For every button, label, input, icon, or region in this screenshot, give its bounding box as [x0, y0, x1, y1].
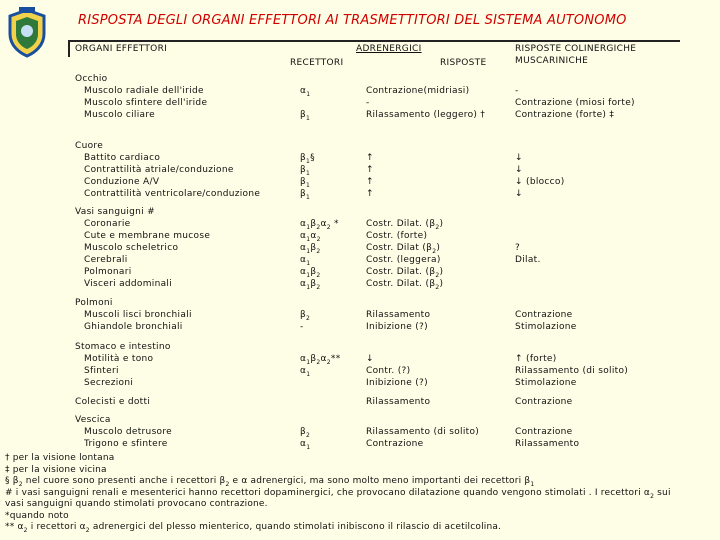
header-colinergiche: RISPOSTE COLINERGICHE — [515, 44, 637, 54]
footnote: ** $\alpha_2$ i recettori $\alpha_2$ adrenergici del plesso mienterico, quando stimolati inibiscono il rilascio di acetilcolina. — [5, 522, 502, 534]
table-left-rule — [68, 40, 70, 57]
occhio-col-cell: Contrazione (miosi forte) — [515, 98, 635, 108]
cuore-col-cell: ↓ — [515, 165, 523, 175]
vescica-rec-cell: $\alpha_1$ — [300, 439, 311, 451]
cuore-col-cell: ↓ — [515, 189, 523, 199]
occhio-col-cell: - — [515, 86, 519, 96]
vasi-organ-cell: Cute e membrane mucose — [84, 231, 211, 241]
colecisti-col-cell: Contrazione — [515, 397, 573, 407]
vescica-col-cell: Rilassamento — [515, 439, 580, 449]
stomaco-rec-cell: $\alpha_1$ — [300, 366, 311, 378]
polmoni-col-cell: Contrazione — [515, 310, 573, 320]
vasi-organ-cell: Cerebrali — [84, 255, 128, 265]
university-crest-icon — [4, 6, 50, 58]
stomaco-organ-cell: Motilità e tono — [84, 354, 154, 364]
polmoni-organ-cell: Muscoli lisci bronchiali — [84, 310, 192, 320]
footnote: # i vasi sanguigni renali e mesenterici hanno recettori dopaminergici, che provocano dilatazione quando vengono stimolati . I recettori $\alpha_2$ sui — [5, 487, 671, 500]
cuore-col-cell: ↓ — [515, 153, 523, 163]
vasi-organ-cell: Vasi sanguigni # — [75, 207, 155, 217]
polmoni-rec-cell: - — [300, 322, 304, 332]
polmoni-risp-cell: Inibizione (?) — [366, 322, 428, 332]
header-organi: ORGANI EFFETTORI — [75, 44, 168, 54]
cuore-rec-cell: $\beta_1$ — [300, 189, 311, 201]
vasi-risp-cell: Costr. Dilat. $(\beta_2)$ — [366, 279, 444, 291]
footnote: *quando noto — [5, 510, 69, 521]
vasi-rec-cell: $\alpha_1\beta_2$ — [300, 267, 321, 279]
cuore-col-cell: ↓ (blocco) — [515, 177, 565, 187]
vasi-col-cell: Dilat. — [515, 255, 541, 265]
vasi-risp-cell: Costr. (leggera) — [366, 255, 441, 265]
occhio-rec-cell: $\beta_1$ — [300, 110, 311, 122]
vescica-risp-cell: Rilassamento (di solito) — [366, 427, 480, 437]
polmoni-rec-cell: $\beta_2$ — [300, 310, 311, 322]
vasi-rec-cell: $\alpha_1\beta_2$ — [300, 243, 321, 255]
footnote: vasi sanguigni quando stimolati provocano contrazione. — [5, 499, 268, 509]
cuore-rec-cell: $\beta_1$ — [300, 165, 311, 177]
vasi-risp-cell: Costr. Dilat. $(\beta_2)$ — [366, 267, 444, 279]
polmoni-organ-cell: Polmoni — [75, 298, 113, 308]
cuore-rec-cell: $\beta_1\S$ — [300, 153, 315, 165]
polmoni-organ-cell: Ghiandole bronchiali — [84, 322, 183, 332]
polmoni-risp-cell: Rilassamento — [366, 310, 431, 320]
vasi-organ-cell: Polmonari — [84, 267, 132, 277]
footnote: § $\beta_2$ nel cuore sono presenti anche i recettori $\beta_2$ e α adrenergici, ma sono molto meno importanti dei recettori $\beta_1$ — [5, 476, 535, 488]
cuore-organ-cell: Cuore — [75, 141, 104, 151]
footnote: ‡ per la visione vicina — [5, 464, 107, 475]
vasi-rec-cell: $\alpha_1\beta_2$ — [300, 279, 321, 291]
occhio-risp-cell: Rilassamento (leggero) † — [366, 110, 486, 120]
cuore-risp-cell: ↑ — [366, 153, 374, 163]
vasi-organ-cell: Muscolo scheletrico — [84, 243, 179, 253]
occhio-organ-cell: Muscolo sfintere dell'iride — [84, 98, 208, 108]
vescica-organ-cell: Vescica — [75, 415, 111, 425]
stomaco-risp-cell: ↓ — [366, 354, 374, 364]
occhio-rec-cell: $\alpha_1$ — [300, 86, 311, 98]
vasi-risp-cell: Costr. Dilat. $(\beta_2)$ — [366, 219, 444, 231]
header-recettori: RECETTORI — [290, 58, 344, 68]
occhio-risp-cell: Contrazione(midriasi) — [366, 86, 470, 96]
vasi-risp-cell: Costr. (forte) — [366, 231, 428, 241]
vasi-col-cell: ? — [515, 243, 521, 253]
stomaco-organ-cell: Secrezioni — [84, 378, 134, 388]
stomaco-col-cell: Rilassamento (di solito) — [515, 366, 629, 376]
table-top-rule — [68, 40, 680, 42]
stomaco-col-cell: ↑ (forte) — [515, 354, 557, 364]
vasi-rec-cell: $\alpha_1$ — [300, 255, 311, 267]
page-title: RISPOSTA DEGLI ORGANI EFFETTORI AI TRASMETTITORI DEL SISTEMA AUTONOMO — [78, 13, 627, 28]
vasi-organ-cell: Visceri addominali — [84, 279, 173, 289]
header-adrenergici: ADRENERGICI — [356, 44, 422, 54]
occhio-col-cell: Contrazione (forte) ‡ — [515, 110, 615, 120]
polmoni-col-cell: Stimolazione — [515, 322, 577, 332]
vasi-rec-cell: $\alpha_1\alpha_2$ — [300, 231, 321, 243]
stomaco-risp-cell: Inibizione (?) — [366, 378, 428, 388]
cuore-organ-cell: Contrattilità ventricolare/conduzione — [84, 189, 261, 199]
colecisti-risp-cell: Rilassamento — [366, 397, 431, 407]
occhio-organ-cell: Muscolo ciliare — [84, 110, 155, 120]
stomaco-col-cell: Stimolazione — [515, 378, 577, 388]
occhio-organ-cell: Muscolo radiale dell'iride — [84, 86, 204, 96]
cuore-organ-cell: Conduzione A/V — [84, 177, 160, 187]
colecisti-organ-cell: Colecisti e dotti — [75, 397, 151, 407]
vasi-organ-cell: Coronarie — [84, 219, 131, 229]
vescica-organ-cell: Trigono e sfintere — [84, 439, 168, 449]
cuore-organ-cell: Contrattilità atriale/conduzione — [84, 165, 234, 175]
vescica-col-cell: Contrazione — [515, 427, 573, 437]
header-muscariniche: MUSCARINICHE — [515, 56, 589, 66]
vescica-rec-cell: $\beta_2$ — [300, 427, 311, 439]
stomaco-rec-cell: $\alpha_1\beta_2\alpha_2**$ — [300, 354, 341, 366]
cuore-organ-cell: Battito cardiaco — [84, 153, 161, 163]
stomaco-organ-cell: Sfinteri — [84, 366, 119, 376]
cuore-risp-cell: ↑ — [366, 165, 374, 175]
vescica-organ-cell: Muscolo detrusore — [84, 427, 172, 437]
footnote: † per la visione lontana — [5, 453, 115, 463]
occhio-organ-cell: Occhio — [75, 74, 108, 84]
vasi-risp-cell: Costr. Dilat $(\beta_2)$ — [366, 243, 441, 255]
cuore-risp-cell: ↑ — [366, 177, 374, 187]
cuore-risp-cell: ↑ — [366, 189, 374, 199]
occhio-risp-cell: - — [366, 98, 370, 108]
stomaco-organ-cell: Stomaco e intestino — [75, 342, 171, 352]
vescica-risp-cell: Contrazione — [366, 439, 424, 449]
vasi-rec-cell: $\alpha_1\beta_2\alpha_2$ * — [300, 219, 339, 231]
stomaco-risp-cell: Contr. (?) — [366, 366, 411, 376]
header-risposte: RISPOSTE — [440, 58, 487, 68]
cuore-rec-cell: $\beta_1$ — [300, 177, 311, 189]
